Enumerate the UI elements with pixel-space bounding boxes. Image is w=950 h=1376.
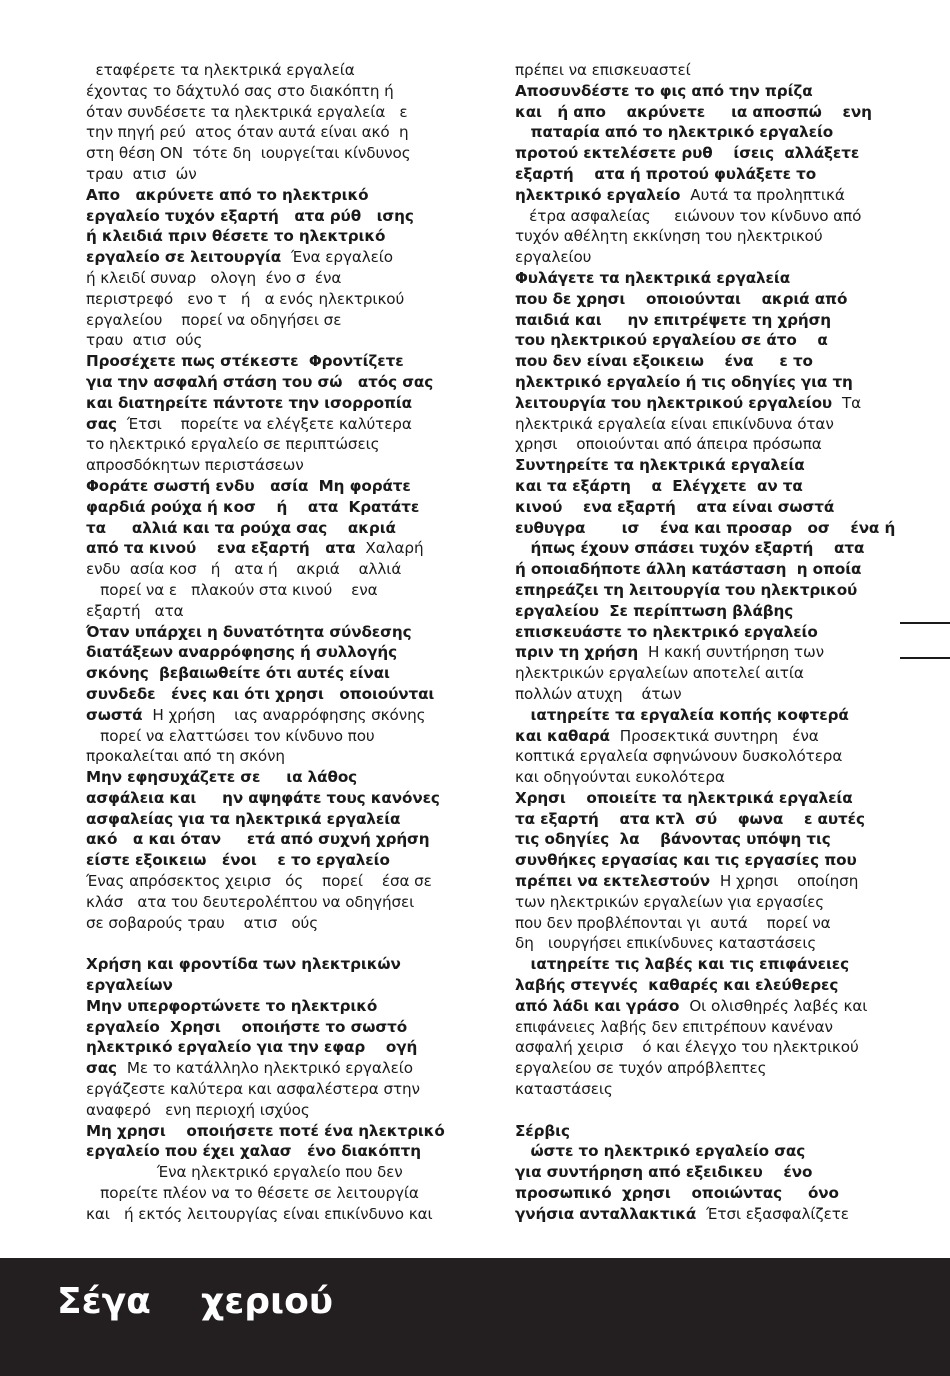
text-line <box>515 518 896 539</box>
text-line <box>515 996 887 1017</box>
text-line <box>86 1204 466 1225</box>
text-line <box>515 455 887 476</box>
regular-text: έχοντας το δάχτυλό σας στο διακόπτη ή <box>86 81 394 100</box>
bold-text: Χρησι οποιείτε τα ηλεκτρικά εργαλεία <box>515 788 853 807</box>
regular-text: Ένα ηλεκτρικό εργαλείο που δεν <box>86 1163 403 1182</box>
bold-text: του ηλεκτρικού εργαλείου σε άτο α <box>515 331 828 350</box>
bold-text: Φοράτε σωστή ενδυ ασία Μη φοράτε <box>86 476 411 495</box>
bold-text: εργαλείο σε λειτουργία <box>86 248 287 267</box>
text-line <box>86 81 466 102</box>
regular-text: τραυ ατισ ών <box>86 164 197 183</box>
bold-text: και ή απο ακρύνετε ια αποσπώ ενη <box>515 102 872 121</box>
bold-text: ιατηρείτε τις λαβές και τις επιφάνειες <box>515 955 850 974</box>
bold-text: και καθαρά <box>515 726 616 745</box>
regular-text: επιφάνειες λαβής δεν επιτρέπουν κανέναν <box>515 1017 833 1036</box>
bold-text: σας <box>86 1059 123 1078</box>
margin-rule-top <box>900 622 950 624</box>
text-line <box>86 892 466 913</box>
bold-text: επηρεάζει τη λειτουργία του ηλεκτρικού <box>515 580 858 599</box>
regular-text: Τα <box>837 393 862 412</box>
regular-text: πορεί να ελαττώσει τον κίνδυνο που <box>86 726 375 745</box>
text-line <box>86 102 466 123</box>
text-line <box>515 1121 887 1142</box>
bold-text: και τα εξάρτη α Ελέγχετε αν τα <box>515 476 803 495</box>
text-line <box>515 933 887 954</box>
regular-text: ή κλειδί συναρ ολογη ένο σ ένα <box>86 268 342 287</box>
regular-text: πολλών ατυχη άτων <box>515 684 682 703</box>
text-line <box>86 268 466 289</box>
regular-text: που δεν προβλέπονται γι αυτά πορεί να <box>515 913 831 932</box>
regular-text: το ηλεκτρικό εργαλείο σε περιπτώσεις <box>86 435 380 454</box>
text-line <box>86 497 466 518</box>
text-line <box>515 351 887 372</box>
text-line <box>86 601 466 622</box>
regular-text: δη ιουργήσει επικίνδυνες καταστάσεις <box>515 934 817 953</box>
text-line <box>86 809 466 830</box>
bold-text: ή κλειδιά πριν θέσετε το ηλεκτρικό <box>86 227 386 246</box>
bold-text: εργαλείο Χρησι οποιήστε το σωστό <box>86 1017 408 1036</box>
bold-text: προτού εκτελέσετε ρυθ ίσεις αλλάξετε <box>515 144 860 163</box>
paragraph-gap <box>86 933 466 954</box>
text-line <box>515 247 887 268</box>
text-line <box>515 476 887 497</box>
regular-text: εταφέρετε τα ηλεκτρικά εργαλεία <box>86 61 355 79</box>
text-line <box>86 1100 466 1121</box>
regular-text: τυχόν αθέλητη εκκίνηση του ηλεκτρικού <box>515 227 823 246</box>
text-line <box>86 1079 466 1100</box>
bold-text: Μην υπερφορτώνετε το ηλεκτρικό <box>86 996 378 1015</box>
text-line <box>515 538 887 559</box>
bold-text: Απο ακρύνετε από το ηλεκτρικό <box>86 185 369 204</box>
text-line <box>515 871 887 892</box>
text-line <box>515 746 887 767</box>
bold-text: από λάδι και γράσο <box>515 996 685 1015</box>
text-line <box>515 829 887 850</box>
bold-text: παταρία από το ηλεκτρικό εργαλείο <box>515 123 834 142</box>
regular-text: καταστάσεις <box>515 1080 613 1099</box>
regular-text: κλάσ ατα του δευτερολέπτου να οδηγήσει <box>86 892 415 911</box>
text-line <box>515 289 887 310</box>
bold-text: τα αλλιά και τα ρούχα σας ακριά <box>86 518 396 537</box>
bold-text: εργαλείο που έχει χαλασ ένο διακόπτη <box>86 1142 421 1161</box>
text-line <box>86 559 466 580</box>
text-line <box>515 1183 887 1204</box>
text-line <box>515 226 887 247</box>
text-line <box>86 1017 466 1038</box>
text-line <box>515 726 887 747</box>
bold-text: ήπως έχουν σπάσει τυχόν εξαρτή ατα <box>515 539 865 558</box>
text-line <box>86 206 466 227</box>
bold-text: Μη χρησι οποιήσετε ποτέ ένα ηλεκτρικό <box>86 1121 445 1140</box>
bold-text: για συντήρηση από εξειδικευ ένο <box>515 1163 813 1182</box>
bold-text: πριν τη χρήση <box>515 643 644 662</box>
regular-text: πρέπει να επισκευαστεί <box>515 61 691 79</box>
text-line <box>86 913 466 934</box>
text-line <box>515 206 887 227</box>
regular-text: Προσεκτικά συντηρη ένα <box>615 726 819 745</box>
text-line <box>515 434 887 455</box>
text-line <box>515 330 887 351</box>
text-line <box>515 122 887 143</box>
text-line <box>515 1141 887 1162</box>
bold-text: πρέπει να εκτελεστούν <box>515 872 716 891</box>
regular-text: χρησι οποιούνται από άπειρα πρόσωπα <box>515 435 822 454</box>
text-line <box>515 663 887 684</box>
bold-text: ή οποιαδήποτε άλλη κατάσταση η οποία <box>515 560 862 579</box>
text-line <box>86 746 466 767</box>
text-line <box>86 1183 466 1204</box>
regular-text: ηλεκτρικών εργαλείων αποτελεί αιτία <box>515 664 804 683</box>
bold-text: Συντηρείτε τα ηλεκτρικά εργαλεία <box>515 456 805 475</box>
bold-text: Προσέχετε πως στέκεστε Φροντίζετε <box>86 352 404 371</box>
text-line <box>86 185 466 206</box>
bold-text: και διατηρείτε πάντοτε την ισορροπία <box>86 393 413 412</box>
section-title: Σέγα χεριού <box>57 1281 334 1322</box>
text-line <box>86 705 466 726</box>
bold-text: είστε εξοικειω ένοι ε το εργαλείο <box>86 851 390 870</box>
text-line <box>86 1162 466 1183</box>
bold-text: σκόνης βεβαιωθείτε ότι αυτές είναι <box>86 664 390 683</box>
text-line <box>515 60 887 81</box>
text-line <box>86 455 466 476</box>
text-line <box>515 601 887 622</box>
text-line <box>515 559 887 580</box>
text-line <box>86 247 466 268</box>
text-line <box>515 372 887 393</box>
bold-text: ώστε το ηλεκτρικό εργαλείο σας <box>515 1142 806 1161</box>
text-line <box>515 1017 887 1038</box>
text-line <box>86 393 466 414</box>
text-line <box>515 310 887 331</box>
bold-text: συνδεδε ένες και ότι χρησι οποιούνται <box>86 684 435 703</box>
bold-text: Σέρβις <box>515 1121 570 1140</box>
text-line <box>515 788 887 809</box>
bold-text: παιδιά και ην επιτρέψετε τη χρήση <box>515 310 832 329</box>
text-line <box>515 497 887 518</box>
text-line <box>515 143 887 164</box>
text-line <box>86 1121 466 1142</box>
text-line <box>86 143 466 164</box>
bold-text: ευθυγρα ισ ένα και προσαρ οσ ένα ή <box>515 518 896 537</box>
margin-rule-bottom <box>900 657 950 659</box>
regular-text: και ή εκτός λειτουργίας είναι επικίνδυνο και <box>86 1204 433 1223</box>
text-line <box>86 518 466 539</box>
bold-text: λειτουργία του ηλεκτρικού εργαλείου <box>515 393 838 412</box>
bold-text: τα εξαρτή ατα κτλ σύ φωνα ε αυτές <box>515 809 865 828</box>
regular-text: Ένας απρόσεκτος χειρισ ός πορεί έσα σε <box>86 872 432 891</box>
text-line <box>86 226 466 247</box>
text-line <box>86 622 466 643</box>
text-line <box>515 185 887 206</box>
text-line <box>515 164 887 185</box>
text-line <box>515 684 887 705</box>
bold-text: συνθήκες εργασίας και τις εργασίες που <box>515 851 857 870</box>
bold-text: λαβής στεγνές καθαρές και ελεύθερες <box>515 976 839 995</box>
text-line <box>86 164 466 185</box>
text-line <box>515 268 887 289</box>
text-line <box>86 310 466 331</box>
regular-text: εργαλείου πορεί να οδηγήσει σε <box>86 310 342 329</box>
bold-text: ιατηρείτε τα εργαλεία κοπής κοφτερά <box>515 705 849 724</box>
regular-text: αναφερό ενη περιοχή ισχύος <box>86 1100 310 1119</box>
text-line <box>515 1058 887 1079</box>
regular-text: πορεί να ε πλακούν στα κινού ενα <box>86 580 378 599</box>
left-text-column <box>86 60 466 1225</box>
bold-text: Αποσυνδέστε το φις από την πρίζα <box>515 81 813 100</box>
regular-text: ηλεκτρικά εργαλεία είναι επικίνδυνα όταν <box>515 414 834 433</box>
regular-text: πορείτε πλέον να το θέσετε σε λειτουργία <box>86 1184 419 1203</box>
bold-text: σας <box>86 414 123 433</box>
text-line <box>515 767 887 788</box>
bold-text: που δεν είναι εξοικειω ένα ε το <box>515 352 813 371</box>
text-line <box>86 767 466 788</box>
regular-text: Η κακή συντήρηση των <box>643 643 824 662</box>
bold-text: σωστά <box>86 705 148 724</box>
regular-text: Ένα εργαλείο <box>286 248 393 267</box>
regular-text: Οι ολισθηρές λαβές και <box>684 996 868 1015</box>
text-line <box>515 393 887 414</box>
bold-text: προσωπικό χρησι οποιώντας όνο <box>515 1184 839 1203</box>
text-line <box>515 622 887 643</box>
bold-text: φαρδιά ρούχα ή κοσ ή ατα Κρατάτε <box>86 497 420 516</box>
regular-text: στη θέση ON τότε δη ιουργείται κίνδυνος <box>86 144 411 163</box>
text-line <box>86 663 466 684</box>
text-line <box>515 1037 887 1058</box>
bold-text: γνήσια ανταλλακτικά <box>515 1204 702 1223</box>
regular-text: Η χρησι οποίηση <box>715 872 859 891</box>
regular-text: Χαλαρή <box>360 539 424 558</box>
text-line <box>86 538 466 559</box>
regular-text: Έτσι εξασφαλίζετε <box>701 1204 849 1223</box>
bold-text: για την ασφαλή στάση του σώ ατός σας <box>86 372 434 391</box>
bold-text: εργαλείου Σε περίπτωση βλάβης <box>515 601 794 620</box>
text-line <box>86 289 466 310</box>
text-line <box>86 580 466 601</box>
text-line <box>515 414 887 435</box>
regular-text: ασφαλή χειρισ ό και έλεγχο του ηλεκτρικού <box>515 1038 859 1057</box>
text-line <box>86 788 466 809</box>
regular-text: όταν συνδέσετε τα ηλεκτρικά εργαλεία ε <box>86 102 408 121</box>
text-line <box>86 871 466 892</box>
text-line <box>515 1162 887 1183</box>
text-line <box>515 102 887 123</box>
regular-text: εργαλείου σε τυχόν απρόβλεπτες <box>515 1059 767 1078</box>
paragraph-gap <box>515 1100 887 1121</box>
text-line <box>86 684 466 705</box>
text-line <box>515 1079 887 1100</box>
text-line <box>86 726 466 747</box>
text-line <box>86 1141 466 1162</box>
text-line <box>515 954 887 975</box>
regular-text: εξαρτή ατα <box>86 601 184 620</box>
text-line <box>515 913 887 934</box>
text-line <box>515 850 887 871</box>
text-line <box>515 1204 887 1225</box>
bold-text: Φυλάγετε τα ηλεκτρικά εργαλεία <box>515 268 791 287</box>
text-line <box>86 975 466 996</box>
text-line <box>86 954 466 975</box>
bold-text: Χρήση και φροντίδα των ηλεκτρικών <box>86 955 401 974</box>
text-line <box>515 892 887 913</box>
regular-text: απροσδόκητων περιστάσεων <box>86 456 304 475</box>
bold-text: διατάξεων αναρρόφησης ή συλλογής <box>86 643 397 662</box>
regular-text: προκαλείται από τη σκόνη <box>86 747 285 766</box>
bold-text: εργαλείο τυχόν εξαρτή ατα ρύθ ισης <box>86 206 414 225</box>
text-line <box>86 850 466 871</box>
regular-text: εργάζεστε καλύτερα και ασφαλέστερα στην <box>86 1080 420 1099</box>
bold-text: Όταν υπάρχει η δυνατότητα σύνδεσης <box>86 622 412 641</box>
bold-text: εργαλείων <box>86 976 173 995</box>
text-line <box>86 330 466 351</box>
text-line <box>86 476 466 497</box>
regular-text: ενδυ ασία κοσ ή ατα ή ακριά αλλιά <box>86 560 402 579</box>
text-line <box>86 414 466 435</box>
text-line <box>515 975 887 996</box>
regular-text: Η χρήση ιας αναρρόφησης σκόνης <box>147 705 426 724</box>
text-line <box>86 372 466 393</box>
regular-text: των ηλεκτρικών εργαλείων για εργασίες <box>515 892 825 911</box>
footer-band <box>0 1258 950 1376</box>
text-line <box>515 705 887 726</box>
regular-text: Έτσι πορείτε να ελέγξετε καλύτερα <box>122 414 412 433</box>
regular-text: περιστρεφό ενο τ ή α ενός ηλεκτρικού <box>86 289 405 308</box>
regular-text: και οδηγούνται ευκολότερα <box>515 768 725 787</box>
text-line <box>86 1058 466 1079</box>
text-line <box>86 642 466 663</box>
bold-text: τις οδηγίες λα βάνοντας υπόψη τις <box>515 830 831 849</box>
regular-text: σε σοβαρούς τραυ ατισ ούς <box>86 913 319 932</box>
text-line <box>86 434 466 455</box>
text-line <box>86 996 466 1017</box>
right-text-column <box>515 60 896 1225</box>
bold-text: εξαρτή ατα ή προτού φυλάξετε το <box>515 164 817 183</box>
text-line <box>515 81 887 102</box>
bold-text: επισκευάστε το ηλεκτρικό εργαλείο <box>515 622 818 641</box>
regular-text: Με το κατάλληλο ηλεκτρικό εργαλείο <box>122 1059 413 1078</box>
text-line <box>86 60 466 81</box>
regular-text: έτρα ασφαλείας ειώνουν τον κίνδυνο από <box>515 206 862 225</box>
bold-text: Μην εφησυχάζετε σε ια λάθος <box>86 768 358 787</box>
regular-text: κοπτικά εργαλεία σφηνώνουν δυσκολότερα <box>515 747 843 766</box>
text-line <box>86 351 466 372</box>
text-line <box>86 122 466 143</box>
text-line <box>86 1037 466 1058</box>
text-line <box>515 809 887 830</box>
text-line <box>86 829 466 850</box>
text-line <box>515 580 887 601</box>
bold-text: ασφαλείας για τα ηλεκτρικά εργαλεία <box>86 809 401 828</box>
bold-text: ακό α και όταν ετά από συχνή χρήση <box>86 830 430 849</box>
bold-text: ηλεκτρικό εργαλείο ή τις οδηγίες για τη <box>515 372 853 391</box>
regular-text: την πηγή ρεύ ατος όταν αυτά είναι ακό η <box>86 123 409 142</box>
bold-text: ασφάλεια και ην αψηφάτε τους κανόνες <box>86 788 440 807</box>
bold-text: ηλεκτρικό εργαλείο <box>515 185 686 204</box>
bold-text: που δε χρησι οποιούνται ακριά από <box>515 289 848 308</box>
regular-text: Αυτά τα προληπτικά <box>685 185 845 204</box>
bold-text: κινού ενα εξαρτή ατα είναι σωστά <box>515 497 835 516</box>
text-line <box>515 642 887 663</box>
regular-text: τραυ ατισ ούς <box>86 331 203 350</box>
regular-text: εργαλείου <box>515 248 592 267</box>
bold-text: από τα κινού ενα εξαρτή ατα <box>86 539 361 558</box>
bold-text: ηλεκτρικό εργαλείο για την εφαρ ογή <box>86 1038 418 1057</box>
